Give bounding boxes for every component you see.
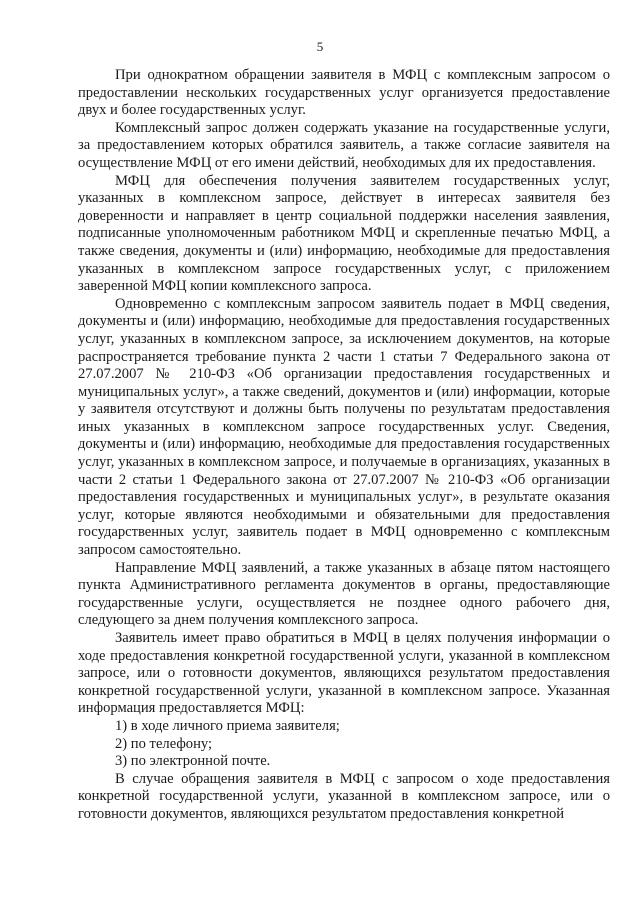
list-item-email: 3) по электронной почте. <box>115 753 271 770</box>
paragraph-complex-request-intro: При однократном обращении заявителя в МФЦ с комплексным запросом о предоставлении нескольких государственных услуг организуется предоставление двух и более государственных услуг. <box>78 67 610 119</box>
paragraph-complex-request-content: Комплексный запрос должен содержать указание на государственные услуги, за предоставлением которых обратился заявитель, а также согласие заявителя на осуществление МФЦ от его имени действий, необходимых для их предоставления. <box>78 119 610 171</box>
page-number: 5 <box>316 39 324 54</box>
list-item-phone: 2) по телефону; <box>115 735 213 752</box>
list-item-personal-visit: 1) в ходе личного приема заявителя; <box>115 717 340 734</box>
document-body <box>78 67 610 824</box>
paragraph-documents-submission: Одновременно с комплексным запросом заявитель подает в МФЦ сведения, документы и (или) информацию, необходимые для предоставления государственных услуг, указанных в комплексном запросе, за исключением документов, на которые распространяется требование пункта 2 части 1 статьи 7 Федерального закона от 27.07.2007 № 210-ФЗ «Об организации предоставления государственных и муниципальных услуг», а также сведений, документов и (или) информации, которые у заявителя отсутствуют и должны быть получены по результатам предоставления иных указанных в комплексном запросе государственных услуг. Сведения, документы и (или) информацию, необходимые для предоставления государственных услуг, указанных в комплексном запросе, и получаемые в организациях, указанных в части 2 статьи 1 Федерального закона от 27.07.2007 № 210-ФЗ «Об организации предоставления государственных и муниципальных услуг», в результате оказания услуг, которые являются необходимыми и обязательными для предоставления государственных услуг, заявитель подает в МФЦ одновременно с комплексным запросом самостоятельно. <box>78 295 610 559</box>
paragraph-status-information: Заявитель имеет право обратиться в МФЦ в целях получения информации о ходе предоставления конкретной государственной услуги, указанной в комплексном запросе, или о готовности документов, являющихся результатом предоставления конкретной государственной услуги, указанной в комплексном запросе. Указанная информация предоставляется МФЦ: <box>78 630 610 717</box>
paragraph-status-request-case: В случае обращения заявителя в МФЦ с запросом о ходе предоставления конкретной государственной услуги, указанной в комплексном запросе, или о готовности документов, являющихся результатом предоставления конкретной <box>78 770 610 822</box>
paragraph-application-forwarding: Направление МФЦ заявлений, а также указанных в абзаце пятом настоящего пункта Административного регламента документов в органы, предоставляющие государственные услуги, осуществляется не позднее одного рабочего дня, следующего за днем получения комплексного запроса. <box>78 559 610 629</box>
paragraph-mfc-actions: МФЦ для обеспечения получения заявителем государственных услуг, указанных в комплексном запросе, действует в интересах заявителя без доверенности и направляет в центр социальной поддержки населения заявления, подписанные уполномоченным работником МФЦ и скрепленные печатью МФЦ, а также сведения, документы и (или) информацию, необходимые для предоставления указанных в комплексном запросе государственных услуг, с приложением заверенной МФЦ копии комплексного запроса. <box>78 172 610 295</box>
